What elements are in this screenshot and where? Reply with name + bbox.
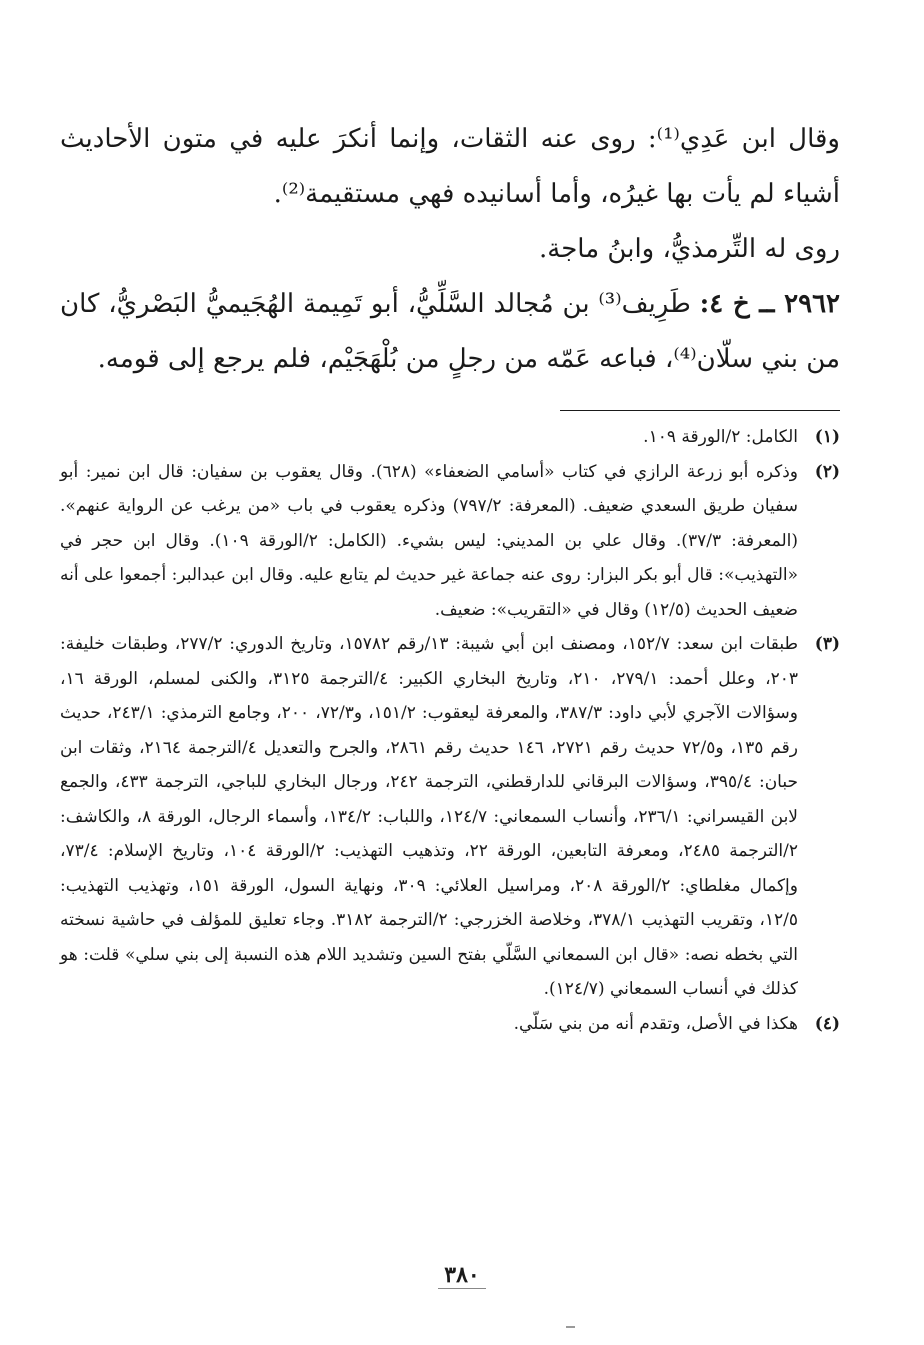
footnote-text: هكذا في الأصل، وتقدم أنه من بني سَلّي. — [513, 1013, 798, 1034]
footnote-number: (١) — [814, 427, 840, 447]
entry-number: ٢٩٦٢ ــ خ ٤: — [699, 289, 840, 319]
footnote-1 — [60, 420, 840, 455]
footnote-separator — [560, 410, 840, 411]
footnote-number: (٢) — [814, 461, 840, 482]
footnote-3 — [60, 627, 840, 1007]
footnotes — [60, 420, 840, 1041]
paragraph-narrators: روى له التِّرمذيُّ، وابنُ ماجة. — [539, 234, 840, 264]
page-number — [0, 1262, 924, 1288]
footnote-text: الكامل: ٢/الورقة ١٠٩. — [643, 427, 798, 447]
footnote-text: طبقات ابن سعد: ١٥٢/٧، ومصنف ابن أبي شيبة: ١٣/رقم ١٥٧٨٢، وتاريخ الدوري: ٢٧٧/٢، وطبقات خليفة: ٢٠٣، وعلل أحمد: ٢٧٩/١، ٢١٠، وتاريخ البخاري الكبير: ٤/الترجمة ٣١٢٥، والكنى لمسلم، الورقة ١٦، وسؤالات الآجري لأبي داود: ٣٨٧/٣، والمعرفة ليعقوب: ١٥١/٢، و٧٢/٣، ٢٠٠، وجامع الترمذي: ٢٤٣/١، حديث رقم ١٣٥، و٧٢/٥ حديث رقم ٢٧٢١، ١٤٦ حديث رقم ٢٨٦١، والجرح والتعديل ٤/الترجمة ٢١٦٤، وثقات ابن حبان: ٣٩٥/٤، وسؤالات البرقاني للدارقطني، الترجمة ٢٤٢، ورجال البخاري للباجي، الترجمة ٤٣٣، والجمع لابن القيسراني: ٢٣٦/١، وأنساب السمعاني: ١٢٤/٧، واللباب: ١٣٤/٢، وأسماء الرجال، الورقة ٨، والكاشف: ٢/الترجمة ٢٤٨٥، ومعرفة التابعين، الورقة ٢٢، وتذهيب التهذيب: ٢/الورقة ١٠٤، وتاريخ الإسلام: ٧٣/٤، وإكمال مغلطاي: ٢/الورقة ٢٠٨، ومراسيل العلائي: ٣٠٩، ونهاية السول، الورقة ١٥١، وتهذيب التهذيب: ١٢/٥، وتقريب التهذيب ٣٧٨/١، وخلاصة الخزرجي: ٢/الترجمة ٣١٨٢. وجاء تعليق للمؤلف في حاشية نسخته التي بخطه نصه: «قال ابن السمعاني السَّلّي بفتح السين وتشديد اللام هذه النسبة إلى بني سلي» قلت: هو كذلك في أنساب السمعاني (١٢٤/٧). — [60, 634, 799, 999]
footnote-number: (٣) — [814, 634, 840, 654]
paragraph-ibn-adi: وقال ابن عَدِي⁽¹⁾: روى عنه الثقات، وإنما أنكرَ عليه في متون الأحاديث أشياء لم يأت بها غيرُه، وأما أسانيده فهي مستقيمة⁽²⁾. — [60, 124, 840, 209]
page-number-value: ٣٨٠ — [438, 1262, 485, 1289]
scan-mark — [566, 1326, 575, 1328]
footnote-text: وذكره أبو زرعة الرازي في كتاب «أسامي الضعفاء» (٦٢٨). وقال يعقوب بن سفيان: قال ابن نمير: أبو سفيان طريق السعدي ضعيف. (المعرفة: ٧٩٧/٢) وذكره يعقوب في باب «من يرغب عن الرواية عنهم». (المعرفة: ٣٧/٣). وقال علي بن المديني: ليس بشيء. (الكامل: ٢/الورقة ١٠٩). وقال ابن حجر في «التهذيب»: قال أبو بكر البزار: روى عنه جماعة غير حديث لم يتابع عليه. وقال ابن عبدالبر: أجمعوا على أنه ضعيف الحديث (١٢/٥) وقال في «التقريب»: ضعيف. — [60, 461, 799, 620]
footnote-4 — [60, 1007, 840, 1042]
main-text — [60, 112, 840, 387]
entry-2962 — [60, 277, 840, 387]
footnote-2 — [60, 455, 840, 628]
entry-text: طَرِيف⁽³⁾ بن مُجالد السَّلِّيُّ، أبو تَمِيمة الهُجَيميُّ البَصْريُّ، كان من بني سلّان⁽⁴⁾، فباعه عَمّه من رجلٍ من بُلْهَجَيْم، فلم يرجع إلى قومه. — [60, 289, 840, 374]
footnote-number: (٤) — [814, 1013, 840, 1034]
